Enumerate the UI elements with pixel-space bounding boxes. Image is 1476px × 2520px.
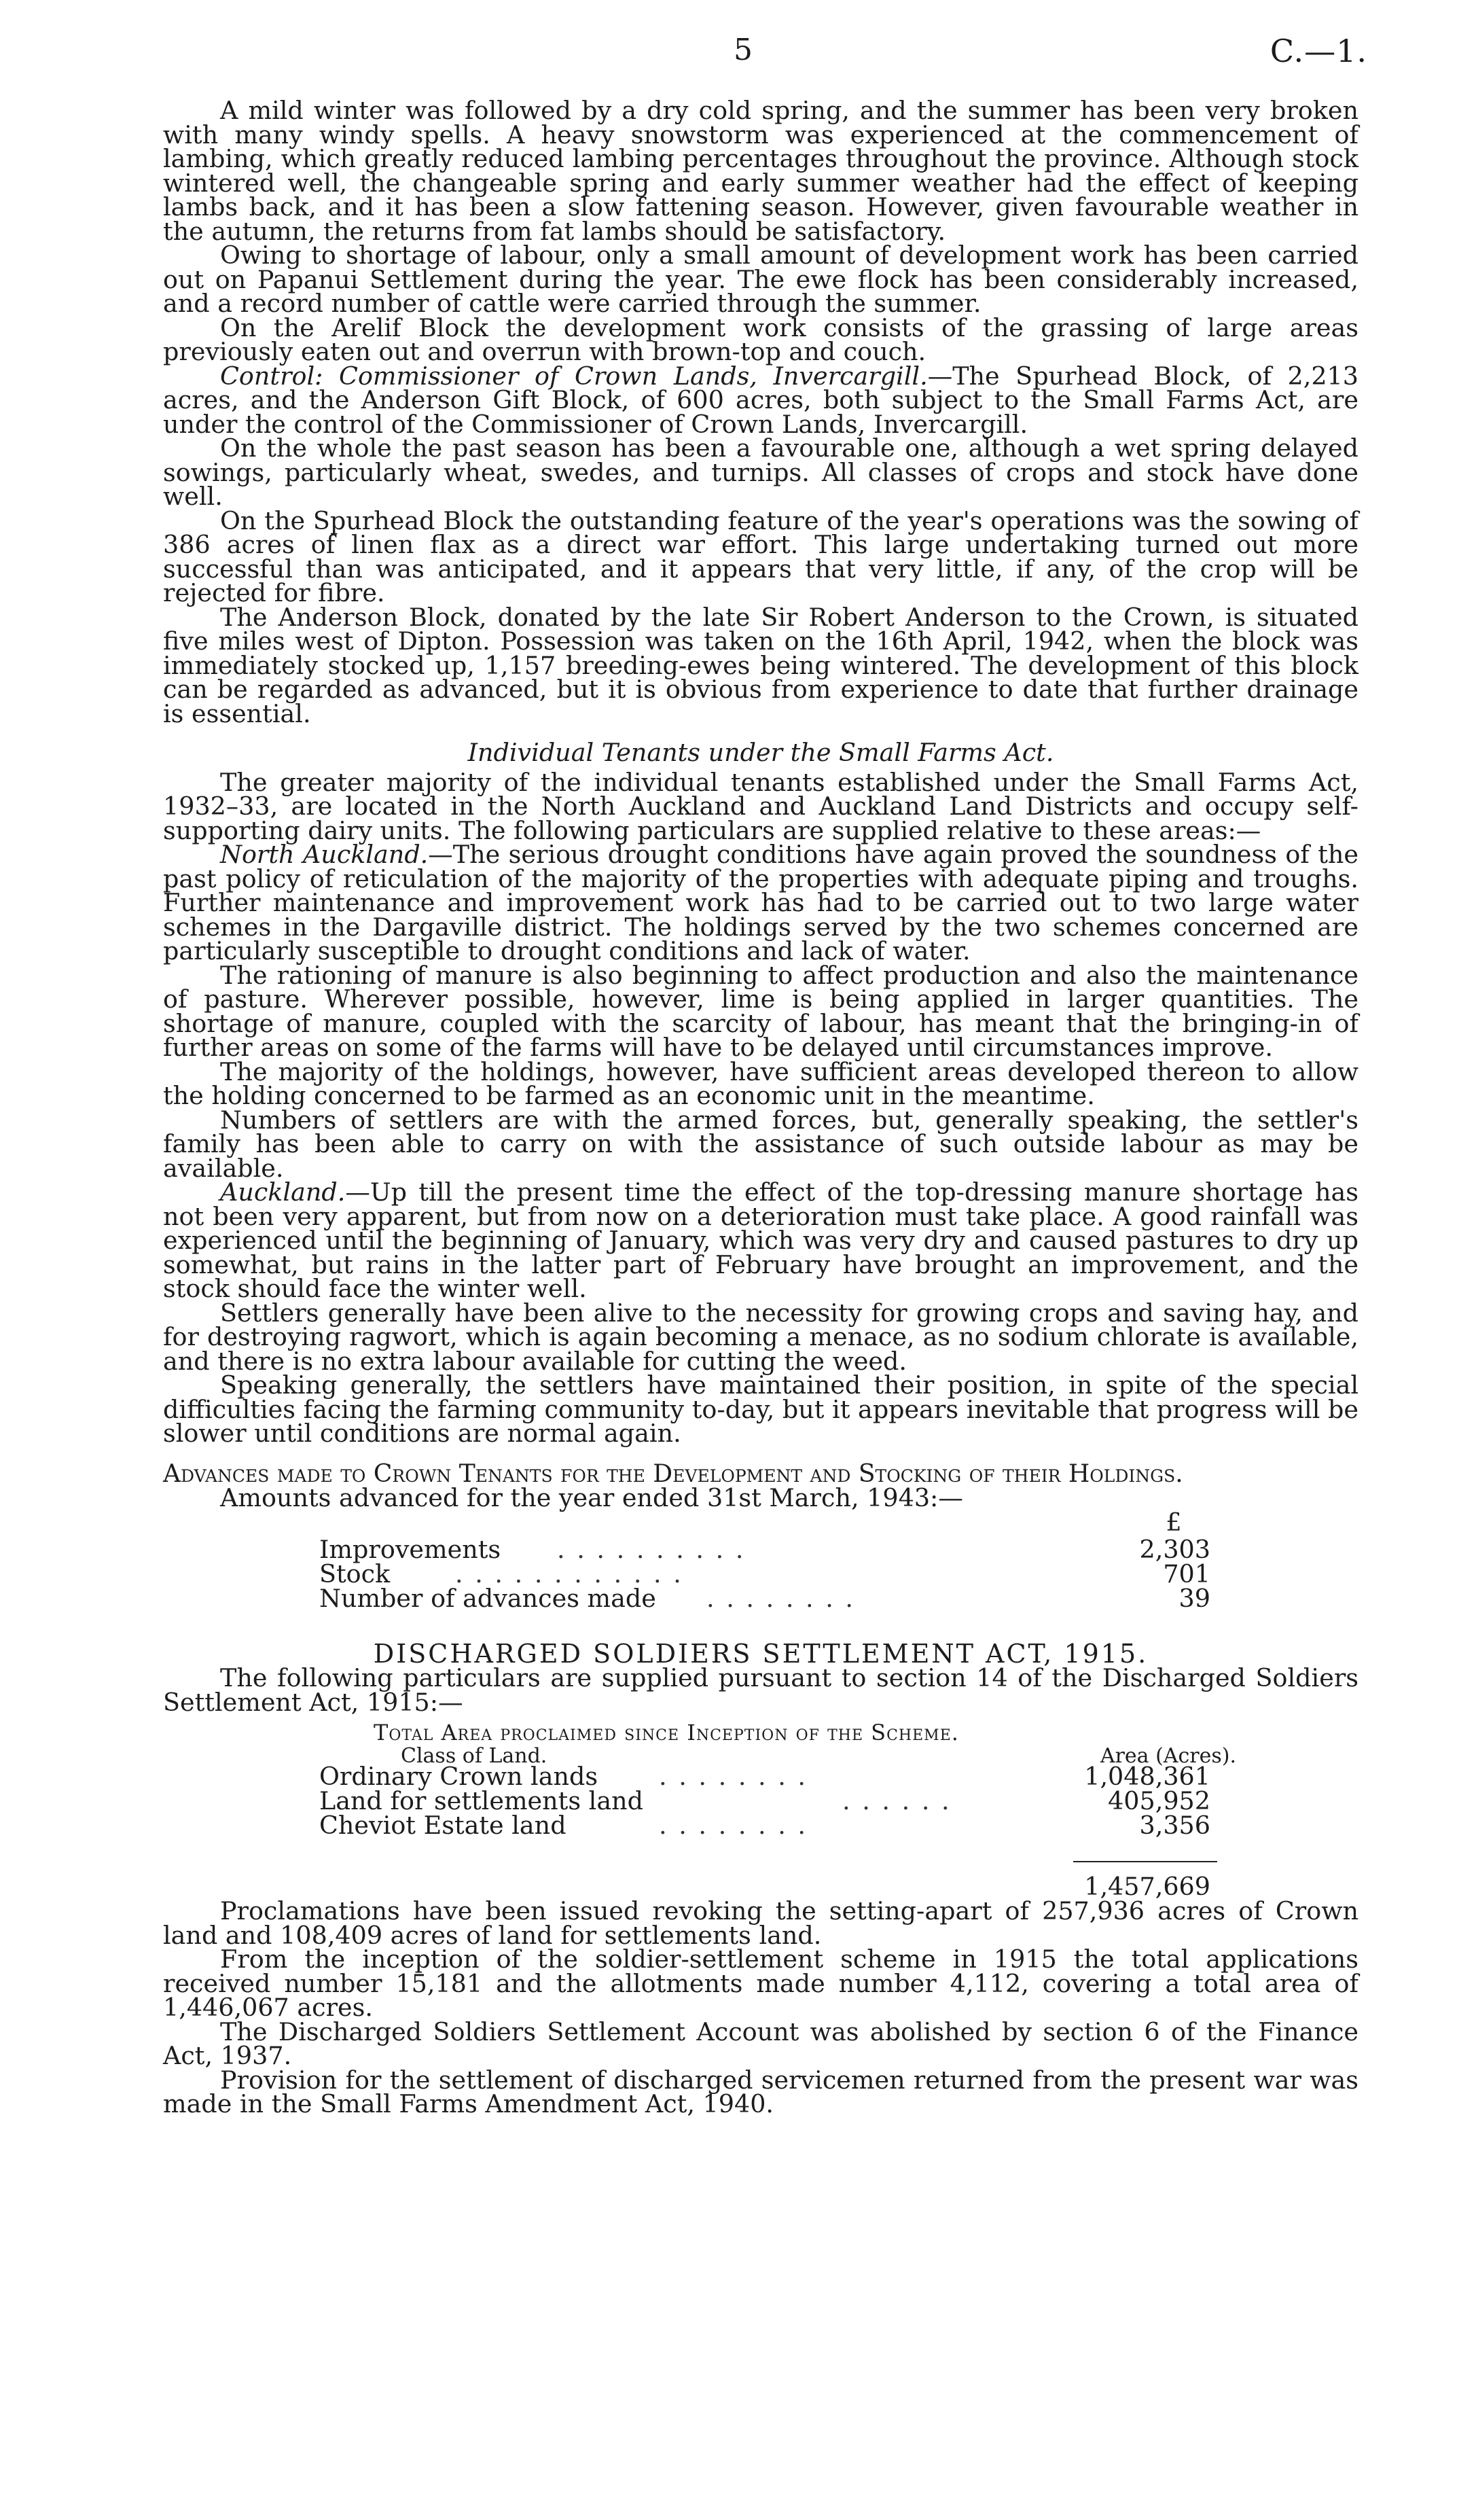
- paragraph: Proclamations have been issued revoking the setting-apart of 257,936 acres of Crown land and 108,409 acres of land for settlements land.: [163, 1896, 1358, 1950]
- table-row: [163, 1534, 1358, 1564]
- paragraph: The Anderson Block, donated by the late Sir Robert Anderson to the Crown, is situated five miles west of Dipton. Possession was taken on the 16th April, 1942, when the block was immediately stocked up, 1,157 breeding-ewes being wintered. The development of this block can be regarded as advanced, but it is obvious from experience to date that further drainage is essential.: [163, 602, 1358, 728]
- column-header-area: Area (Acres).: [1100, 1744, 1236, 1768]
- table-row: [163, 1764, 1358, 1789]
- total-value: 1,457,669: [1084, 1872, 1210, 1901]
- north-auckland-lead: North Auckland.: [220, 840, 429, 869]
- paragraph-control: [163, 361, 1358, 439]
- row-label: Improvements: [319, 1534, 501, 1564]
- leader-dots: . . . . . . . . . .: [557, 1534, 746, 1564]
- column-header-class: Class of Land.: [401, 1744, 547, 1768]
- row-label: Land for settlements land: [319, 1786, 643, 1815]
- row-value: 1,048,361: [1084, 1762, 1210, 1791]
- paragraph: On the Spurhead Block the outstanding feature of the year's operations was the sowing of 386 acres of linen flax as a direct war effort. This large undertaking turned out more successful than was anticipated, and it appears that very little, if any, of the crop will be rejected for fibre.: [163, 505, 1358, 607]
- paragraph: From the inception of the soldier-settlement scheme in 1915 the total applications received number 15,181 and the allotments made number 4,112, covering a total area of 1,446,067 acres.: [163, 1945, 1358, 2022]
- control-lead: Control: Commissioner of Crown Lands, Invercargill.: [220, 361, 928, 391]
- paragraph: A mild winter was followed by a dry cold spring, and the summer has been very broken with many windy spells. A heavy snowstorm was experienced at the commencement of lambing, which greatly reduced lambing percentages throughout the province. Although stock wintered well, the changeable spring and early summer weather had the effect of keeping lambs back, and it has been a slow fattening season. However, given favourable weather in the autumn, the returns from fat lambs should be satisfactory.: [163, 96, 1358, 246]
- document-reference: C.—1.: [1270, 33, 1367, 69]
- total-row: [163, 1872, 1358, 1901]
- paragraph: Settlers generally have been alive to the necessity for growing crops and saving hay, and for destroying ragwort, which is again becoming a menace, as no sodium chlorate is available, and there is no extra labour available for cutting the weed.: [163, 1298, 1358, 1376]
- paragraph: The greater majority of the individual tenants established under the Small Farms Act, 1932–33, are located in the North Auckland and Auckland Land Districts and occupy self-supporting dairy units. The following particulars are supplied relative to these areas:—: [163, 767, 1358, 845]
- currency-symbol: £: [1166, 1507, 1182, 1537]
- row-label: Ordinary Crown lands: [319, 1762, 598, 1791]
- row-label: Number of advances made: [319, 1583, 656, 1613]
- total-rule: [1073, 1861, 1217, 1862]
- row-label: Cheviot Estate land: [319, 1811, 566, 1840]
- document-body: [163, 96, 1359, 2118]
- advances-heading: Advances made to Crown Tenants for the Development and Stocking of their Holdings.: [163, 1459, 1183, 1488]
- paragraph: The majority of the holdings, however, have sufficient areas developed thereon to allow the holding concerned to be farmed as an economic unit in the meantime.: [163, 1057, 1358, 1110]
- leader-dots: . . . . . . . .: [659, 1762, 808, 1791]
- paragraph: On the Arelif Block the development work consists of the grassing of large areas previously eaten out and overrun with brown-top and couch.: [163, 313, 1358, 366]
- table-row: [163, 1786, 1358, 1815]
- auckland-text: —Up till the present time the effect of the top-dressing manure shortage has not been very apparent, but from now on a deterioration must take place. A good rainfall was experienced until the beginning of January, which was very dry and caused pastures to dry up somewhat, but rains in the latter part of February have brought an improvement, and the stock should face the winter well.: [163, 1177, 1358, 1303]
- row-value: 701: [1163, 1559, 1210, 1589]
- section-heading: Individual Tenants under the Small Farms Act.: [467, 738, 1054, 767]
- table-title-row: [163, 1721, 1358, 1744]
- row-value: 39: [1178, 1583, 1210, 1613]
- paragraph: Owing to shortage of labour, only a small amount of development work has been carried out on Papanui Settlement during the year. The ewe flock has been considerably increased, and a record number of cattle were carried through the summer.: [163, 241, 1358, 318]
- paragraph: On the whole the past season has been a favourable one, although a wet spring delayed sowings, particularly wheat, swedes, and turnips. All classes of crops and stock have done well.: [163, 433, 1358, 511]
- paragraph-north-auckland: [163, 842, 1358, 963]
- advances-intro: Amounts advanced for the year ended 31st March, 1943:—: [220, 1483, 963, 1512]
- page-number: 5: [734, 33, 753, 67]
- paragraph: Provision for the settlement of discharged servicemen returned from the present war was made in the Small Farms Amendment Act, 1940.: [163, 2065, 1358, 2118]
- table-title: Total Area proclaimed since Inception of the Scheme.: [374, 1720, 959, 1745]
- table-row: [163, 1813, 1358, 1838]
- row-value: 405,952: [1108, 1786, 1210, 1815]
- leader-dots: . . . . . .: [842, 1786, 952, 1815]
- table-row: [163, 1583, 1358, 1613]
- paragraph: Speaking generally, the settlers have maintained their position, in spite of the special difficulties facing the farming community to-day, but it appears inevitable that progress will be slower until conditions are normal again.: [163, 1370, 1358, 1448]
- leader-dots: . . . . . . . . . . . .: [455, 1559, 683, 1589]
- paragraph: The Discharged Soldiers Settlement Account was abolished by section 6 of the Finance Act, 1937.: [163, 2017, 1358, 2070]
- paragraph-auckland: [163, 1177, 1358, 1303]
- row-label: Stock: [319, 1559, 391, 1589]
- paragraph: Numbers of settlers are with the armed forces, but, generally speaking, the settler's family has been able to carry on with the assistance of such outside labour as may be available.: [163, 1105, 1358, 1183]
- auckland-lead: Auckland.: [220, 1177, 346, 1207]
- leader-dots: . . . . . . . .: [659, 1811, 808, 1840]
- advances-table: [163, 1507, 1358, 1625]
- north-auckland-text: —The serious drought conditions have again proved the soundness of the past policy of reticulation of the majority of the properties with adequate piping and troughs. Further maintenance and improvement work has had to be carried out to two large water schemes in the Dargaville district. The holdings served by the two schemes concerned are particularly susceptible to drought conditions and lack of water.: [163, 840, 1359, 965]
- row-value: 2,303: [1139, 1534, 1210, 1564]
- table-row: [163, 1559, 1358, 1589]
- table-row: [163, 1507, 1358, 1538]
- dsa-intro: The following particulars are supplied pursuant to section 14 of the Discharged Soldiers Settlement Act, 1915:—: [163, 1663, 1358, 1717]
- leader-dots: . . . . . . . .: [706, 1583, 856, 1613]
- row-value: 3,356: [1139, 1811, 1210, 1840]
- dsa-heading: DISCHARGED SOLDIERS SETTLEMENT ACT, 1915.: [373, 1638, 1149, 1669]
- control-text: —The Spurhead Block, of 2,213 acres, and the Anderson Gift Block, of 600 acres, both subject to the Small Farms Act, are under the control of the Commissioner of Crown Lands, Invercargill.: [163, 361, 1358, 439]
- paragraph: The rationing of manure is also beginning to affect production and also the maintenance of pasture. Wherever possible, however, lime is being applied in larger quantities. The shortage of manure, coupled with the scarcity of labour, has meant that the bringing-in of further areas on some of the farms will have to be delayed until circumstances improve.: [163, 960, 1358, 1062]
- dsa-area-table: [163, 1721, 1358, 1899]
